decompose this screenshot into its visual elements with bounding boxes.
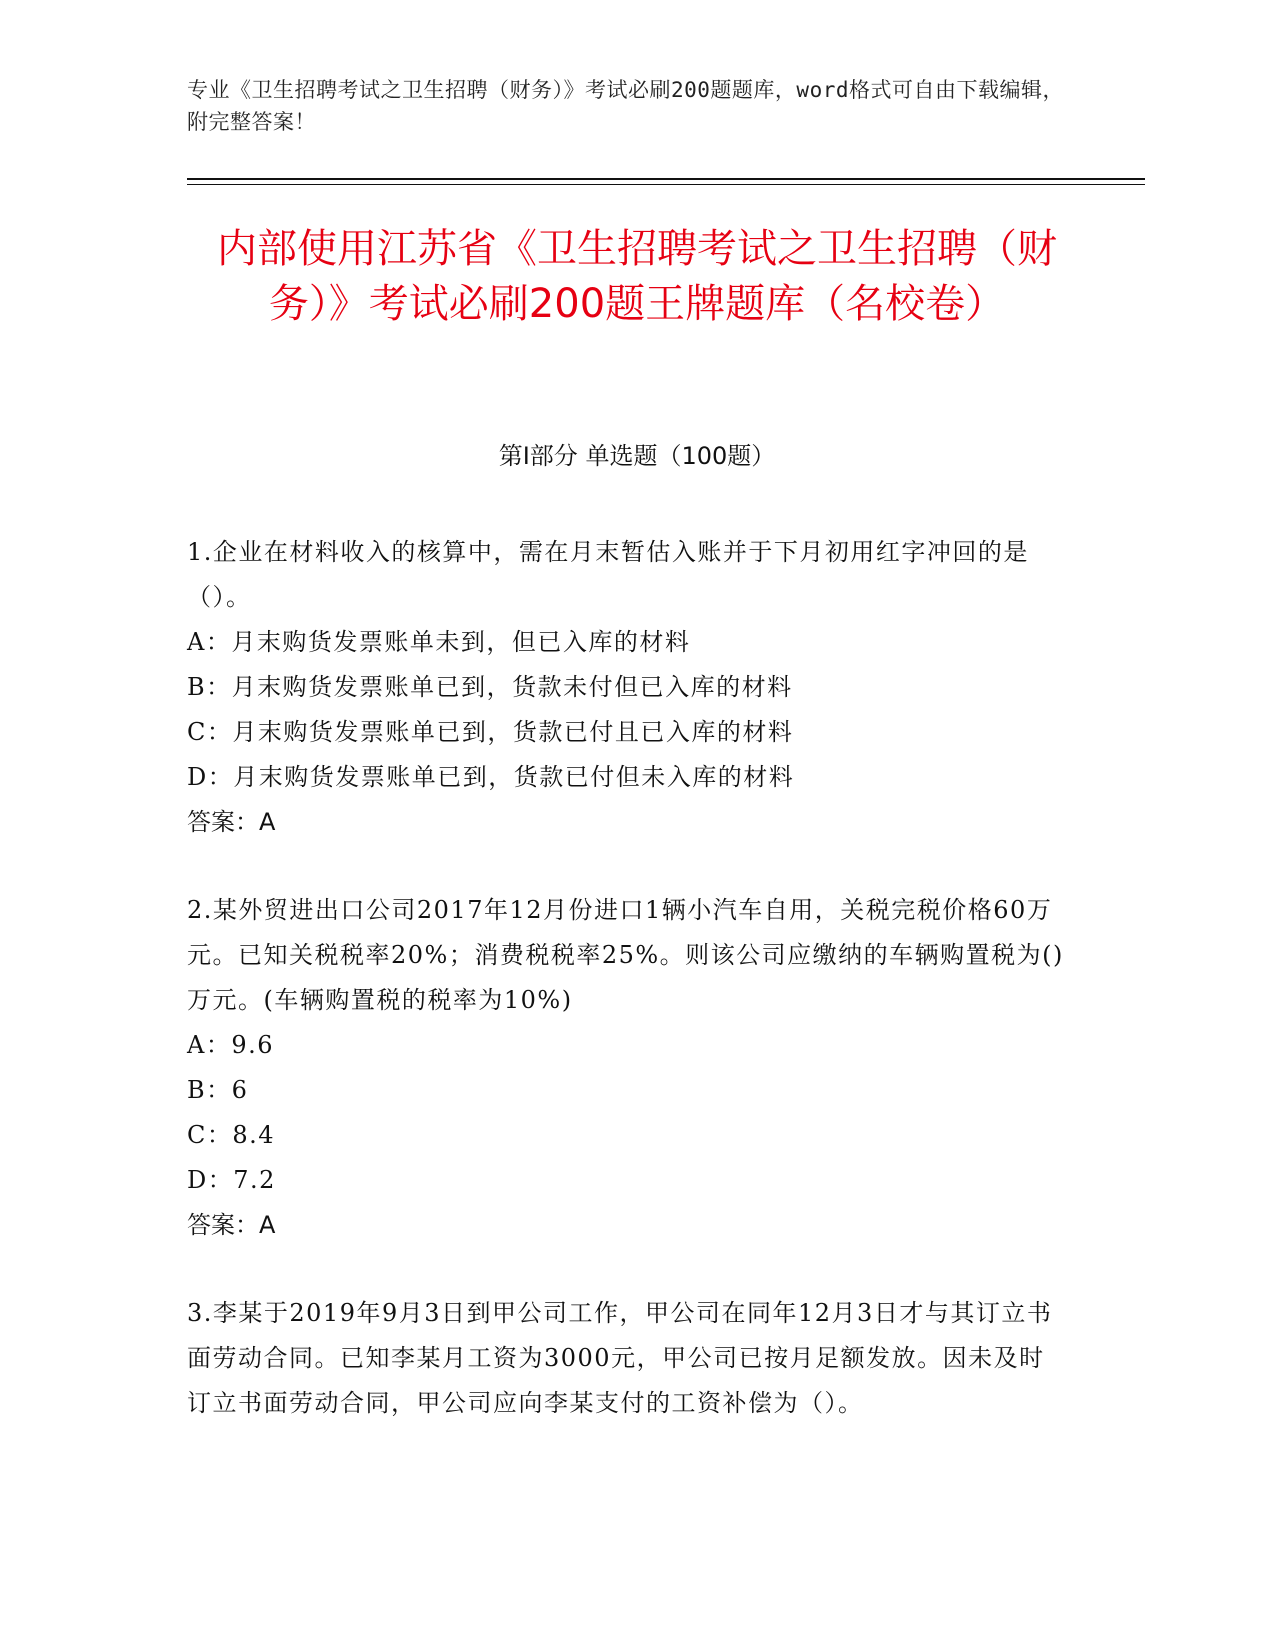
answer: 答案：A (187, 1211, 276, 1239)
option-b: B：月末购货发票账单已到，货款未付但已入库的材料 (187, 673, 793, 701)
answer: 答案：A (187, 808, 276, 836)
option-d: D：月末购货发票账单已到，货款已付但未入库的材料 (187, 763, 795, 791)
option-b: B：6 (187, 1076, 249, 1104)
option-c: C：8.4 (187, 1121, 276, 1149)
question-stem: 3.李某于2019年9月3日到甲公司工作，甲公司在同年12月3日才与其订立书面劳动合同。已知李某月工资为3000元，甲公司已按月足额发放。因未及时订立书面劳动合同，甲公司应向李某支付的工资补偿为（）。 (187, 1299, 1053, 1417)
option-c: C：月末购货发票账单已到，货款已付且已入库的材料 (187, 718, 794, 746)
question-3 (187, 1291, 1067, 1426)
question-2 (187, 888, 1067, 1248)
question-stem: 1.企业在材料收入的核算中，需在月末暂估入账并于下月初用红字冲回的是（）。 (187, 538, 1029, 611)
option-a: A：9.6 (187, 1031, 274, 1059)
option-a: A：月末购货发票账单未到，但已入库的材料 (187, 628, 691, 656)
header-rule-thin (187, 184, 1145, 185)
header-note: 专业《卫生招聘考试之卫生招聘（财务）》考试必刷200题题库，word格式可自由下载编辑，附完整答案！ (187, 78, 1064, 134)
question-list (187, 530, 1067, 1469)
header-rule-thick (187, 178, 1145, 180)
document-title: 内部使用江苏省《卫生招聘考试之卫生招聘（财务）》考试必刷200题王牌题库（名校卷） (217, 226, 1057, 327)
question-1 (187, 530, 1067, 845)
option-d: D：7.2 (187, 1166, 276, 1194)
question-stem: 2.某外贸进出口公司2017年12月份进口1辆小汽车自用，关税完税价格60万元。已知关税税率20%；消费税税率25%。则该公司应缴纳的车辆购置税为()万元。(车辆购置税的税率为10%) (187, 896, 1064, 1014)
section-heading: 第I部分 单选题（100题） (498, 442, 776, 470)
